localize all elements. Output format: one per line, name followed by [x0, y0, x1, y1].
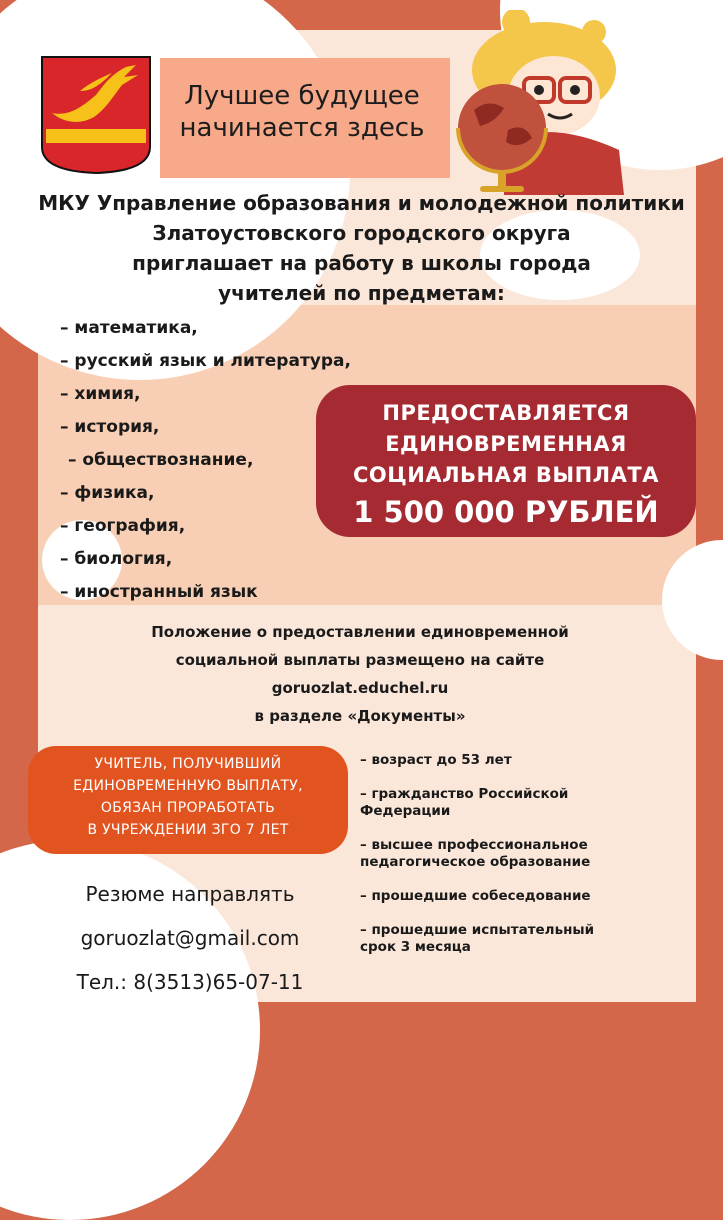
list-item: – география,	[60, 516, 186, 536]
list-item: – прошедшие испытательный срок 3 месяца	[360, 922, 595, 955]
list-item: – прошедшие собеседование	[360, 888, 591, 904]
page-title: МКУ Управление образования и молодежной политики Златоустовского городского округа приглашает на работу в школы города учителей по предметам:	[38, 191, 685, 305]
resume-label: Резюме направлять	[85, 882, 295, 906]
email-link[interactable]: goruozlat@gmail.com	[80, 926, 300, 950]
payment-callout: ПРЕДОСТАВЛЯЕТСЯ ЕДИНОВРЕМЕННАЯ СОЦИАЛЬНАЯ ВЫПЛАТА 1 500 000 РУБЛЕЙ	[316, 385, 696, 537]
list-item: – гражданство Российской Федерации	[360, 786, 569, 819]
city-emblem-icon	[40, 55, 152, 175]
website-link[interactable]: goruozlat.educhel.ru	[271, 679, 449, 697]
phone-number[interactable]: Тел.: 8(3513)65-07-11	[76, 970, 304, 994]
regulation-info: Положение о предоставлении единовременной социальной выплаты размещено на сайте goruozlat.educhel.ru в разделе «Документы»	[40, 618, 680, 730]
requirements-list	[360, 752, 690, 973]
list-item: – иностранный язык	[60, 582, 258, 602]
obligation-callout: УЧИТЕЛЬ, ПОЛУЧИВШИЙ ЕДИНОВРЕМЕННУЮ ВЫПЛАТУ, ОБЯЗАН ПРОРАБОТАТЬ В УЧРЕЖДЕНИИ ЗГО 7 ЛЕТ	[28, 746, 348, 854]
list-item: – физика,	[60, 483, 155, 503]
child-globe-illustration-icon	[444, 10, 644, 195]
list-item: – русский язык и литература,	[60, 351, 351, 371]
slogan: Лучшее будущее начинается здесь	[179, 81, 425, 143]
list-item: – химия,	[60, 384, 141, 404]
payment-amount: 1 500 000 РУБЛЕЙ	[353, 495, 659, 529]
contacts-block	[40, 872, 340, 1004]
list-item: – высшее профессиональное педагогическое образование	[360, 837, 591, 870]
list-item: – биология,	[60, 549, 173, 569]
list-item: – математика,	[60, 318, 198, 338]
list-item: – возраст до 53 лет	[360, 752, 512, 768]
subjects-list	[60, 312, 351, 609]
list-item: – обществознание,	[68, 450, 254, 470]
list-item: – история,	[60, 417, 160, 437]
